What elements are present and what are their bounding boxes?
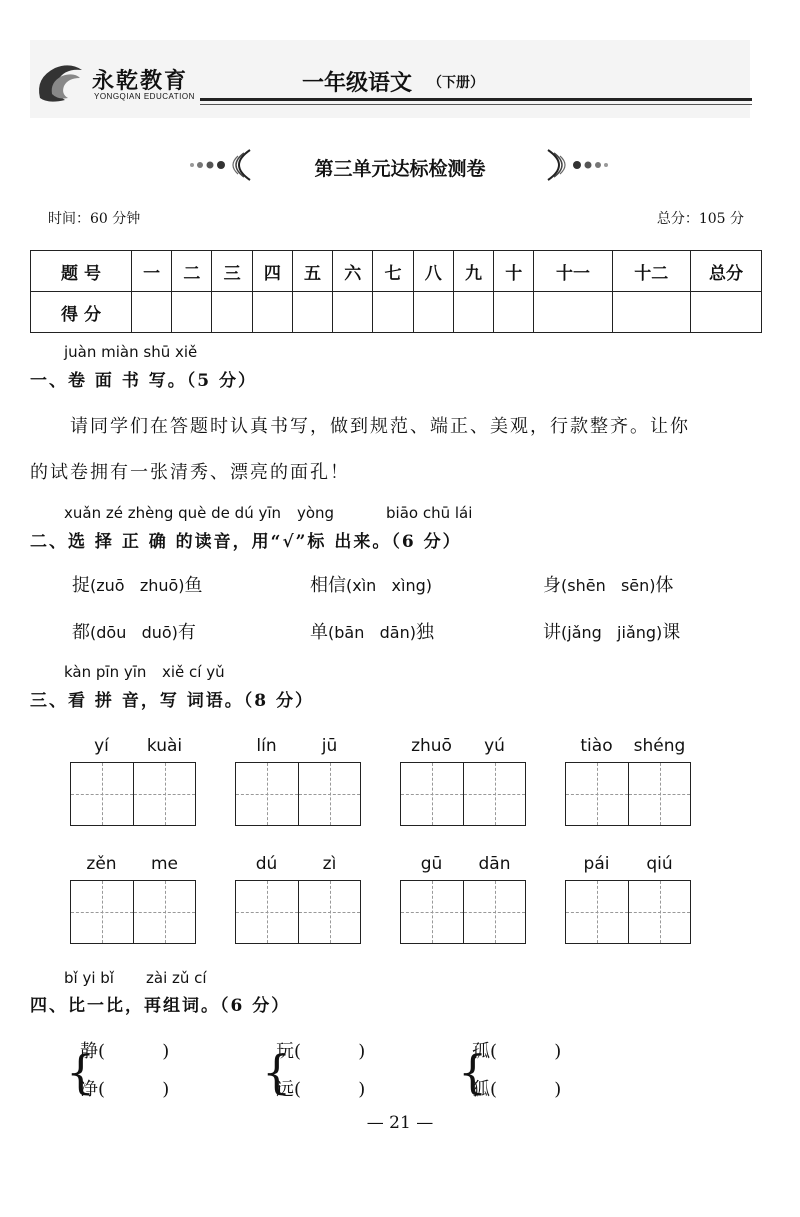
score-input-cell[interactable] xyxy=(691,292,762,333)
table-cell: 十一 xyxy=(534,251,612,292)
score-input-cell[interactable] xyxy=(292,292,332,333)
section3-pinyin-b: xiě cí yǔ xyxy=(162,663,225,681)
section4-title: 四、比一比，再组词。（6 分） xyxy=(30,996,291,1016)
score-value-row xyxy=(31,292,762,333)
pinyin-word-grid xyxy=(70,854,196,944)
table-cell: 十二 xyxy=(612,251,690,292)
pinyin-word-grid xyxy=(235,736,361,826)
syllable: zì xyxy=(322,854,337,874)
choice-char: 捉 xyxy=(72,575,90,596)
score-input-cell[interactable] xyxy=(373,292,413,333)
section2-pinyin-a: xuǎn zé zhèng què de dú yīn xyxy=(64,504,282,522)
reading-choice[interactable] xyxy=(543,571,674,597)
syllable: jū xyxy=(321,736,338,756)
score-input-cell[interactable] xyxy=(212,292,252,333)
syllable: kuài xyxy=(146,736,183,756)
reading-choice[interactable] xyxy=(72,618,196,644)
header-divider xyxy=(200,98,752,101)
choice-char: 相信 xyxy=(310,575,346,596)
table-cell: 一 xyxy=(132,251,172,292)
syllable: dān xyxy=(478,854,511,874)
section2-pinyin-b: yòng xyxy=(297,504,335,522)
choice-char: 讲 xyxy=(543,622,561,643)
score-input-cell[interactable] xyxy=(413,292,453,333)
score-input-cell[interactable] xyxy=(172,292,212,333)
table-cell: 五 xyxy=(292,251,332,292)
section4-pinyin-a: bǐ yi bǐ xyxy=(64,969,114,987)
section3-pinyin-a: kàn pīn yīn xyxy=(64,663,147,681)
section1-text-line1: 请同学们在答题时认真书写，做到规范、端正、美观，行款整齐。让你 xyxy=(70,416,690,437)
brand-english: YONGQIAN EDUCATION xyxy=(94,92,195,101)
score-input-cell[interactable] xyxy=(612,292,690,333)
syllable: pái xyxy=(583,854,610,874)
syllable: zěn xyxy=(86,854,117,874)
score-input-cell[interactable] xyxy=(534,292,612,333)
compare-group xyxy=(80,1033,169,1109)
choice-char: 体 xyxy=(655,575,674,596)
table-cell: 二 xyxy=(172,251,212,292)
book-title: 一年级语文 xyxy=(302,70,413,96)
syllable: qiú xyxy=(646,854,673,874)
section4-pinyin-b: zài zǔ cí xyxy=(146,969,207,987)
reading-choice[interactable] xyxy=(310,618,434,644)
choice-char: 课 xyxy=(662,622,681,643)
writing-grid[interactable] xyxy=(235,762,361,826)
pinyin-word-grid xyxy=(565,736,691,826)
choice-options[interactable]: (jǎng jiǎng) xyxy=(561,623,663,642)
syllable: yú xyxy=(484,736,505,756)
pinyin-word-grid xyxy=(400,736,526,826)
time-limit: 时间：60 分钟 xyxy=(48,211,141,227)
section2-pinyin-c: biāo chū lái xyxy=(386,504,473,522)
section2-title: 二、选 择 正 确 的读音，用“√”标 出来。（6 分） xyxy=(30,532,462,552)
reading-choice[interactable] xyxy=(310,571,432,597)
logo-icon xyxy=(30,58,90,108)
compare-group xyxy=(472,1033,561,1109)
table-cell: 三 xyxy=(212,251,252,292)
choice-char: 鱼 xyxy=(184,575,203,596)
brace-icon: { xyxy=(458,1045,488,1099)
syllable: yí xyxy=(94,736,109,756)
compare-item[interactable]: 远( ) xyxy=(276,1079,366,1100)
table-cell: 七 xyxy=(373,251,413,292)
brand-name: 永乾教育 xyxy=(92,68,189,94)
table-cell: 得 分 xyxy=(31,292,132,333)
writing-grid[interactable] xyxy=(70,762,196,826)
writing-grid[interactable] xyxy=(70,880,196,944)
writing-grid[interactable] xyxy=(400,762,526,826)
pinyin-word-grid xyxy=(70,736,196,826)
section1-title: 一、卷 面 书 写。（5 分） xyxy=(30,371,258,391)
compare-item[interactable]: 净( ) xyxy=(80,1079,170,1100)
writing-grid[interactable] xyxy=(400,880,526,944)
choice-options[interactable]: (bān dān) xyxy=(328,623,416,642)
table-cell: 九 xyxy=(453,251,493,292)
choice-char: 有 xyxy=(177,622,196,643)
page-number: — 21 — xyxy=(366,1113,434,1133)
book-subtitle: （下册） xyxy=(428,75,484,91)
choice-options[interactable]: (dōu duō) xyxy=(90,623,178,642)
syllable: zhuō xyxy=(411,736,452,756)
compare-group xyxy=(276,1033,365,1109)
syllable: me xyxy=(150,854,179,874)
total-score: 总分：105 分 xyxy=(656,211,744,227)
choice-options[interactable]: (xìn xìng) xyxy=(346,576,433,595)
choice-options[interactable]: (zuō zhuō) xyxy=(90,576,185,595)
brace-icon: { xyxy=(66,1045,96,1099)
test-title: 第三单元达标检测卷 xyxy=(314,158,486,180)
table-cell: 题 号 xyxy=(31,251,132,292)
table-cell: 总分 xyxy=(691,251,762,292)
section1-text-line2: 的试卷拥有一张清秀、漂亮的面孔！ xyxy=(30,462,350,483)
brace-icon: { xyxy=(262,1045,292,1099)
score-input-cell[interactable] xyxy=(252,292,292,333)
score-input-cell[interactable] xyxy=(132,292,172,333)
reading-choice[interactable] xyxy=(72,571,203,597)
table-cell: 十 xyxy=(494,251,534,292)
writing-grid[interactable] xyxy=(235,880,361,944)
choice-char: 身 xyxy=(543,575,561,596)
pinyin-word-grid xyxy=(400,854,526,944)
pinyin-word-grid xyxy=(565,854,691,944)
table-cell: 八 xyxy=(413,251,453,292)
score-header-row xyxy=(31,251,762,292)
table-cell: 六 xyxy=(333,251,373,292)
syllable: dú xyxy=(255,854,278,874)
score-input-cell[interactable] xyxy=(494,292,534,333)
pinyin-word-grid xyxy=(235,854,361,944)
syllable: lín xyxy=(256,736,277,756)
section1-pinyin: juàn miàn shū xiě xyxy=(64,343,198,361)
writing-grid[interactable] xyxy=(565,762,691,826)
syllable: gū xyxy=(420,854,443,874)
compare-item[interactable]: 狐( ) xyxy=(472,1079,562,1100)
compare-item[interactable]: 静( ) xyxy=(80,1041,170,1062)
syllable: tiào xyxy=(580,736,613,756)
syllable: shéng xyxy=(633,736,686,756)
compare-item[interactable]: 玩( ) xyxy=(276,1041,366,1062)
choice-char: 独 xyxy=(415,622,434,643)
writing-grid[interactable] xyxy=(565,880,691,944)
choice-options[interactable]: (shēn sēn) xyxy=(561,576,656,595)
table-cell: 四 xyxy=(252,251,292,292)
choice-char: 都 xyxy=(72,622,90,643)
reading-choice[interactable] xyxy=(543,618,680,644)
score-input-cell[interactable] xyxy=(453,292,493,333)
compare-item[interactable]: 孤( ) xyxy=(472,1041,562,1062)
score-input-cell[interactable] xyxy=(333,292,373,333)
right-ornament-icon xyxy=(540,148,610,182)
section3-title: 三、看 拼 音，写 词语。（8 分） xyxy=(30,691,315,711)
score-table xyxy=(30,250,762,333)
header-divider-thin xyxy=(200,104,752,105)
choice-char: 单 xyxy=(310,622,328,643)
